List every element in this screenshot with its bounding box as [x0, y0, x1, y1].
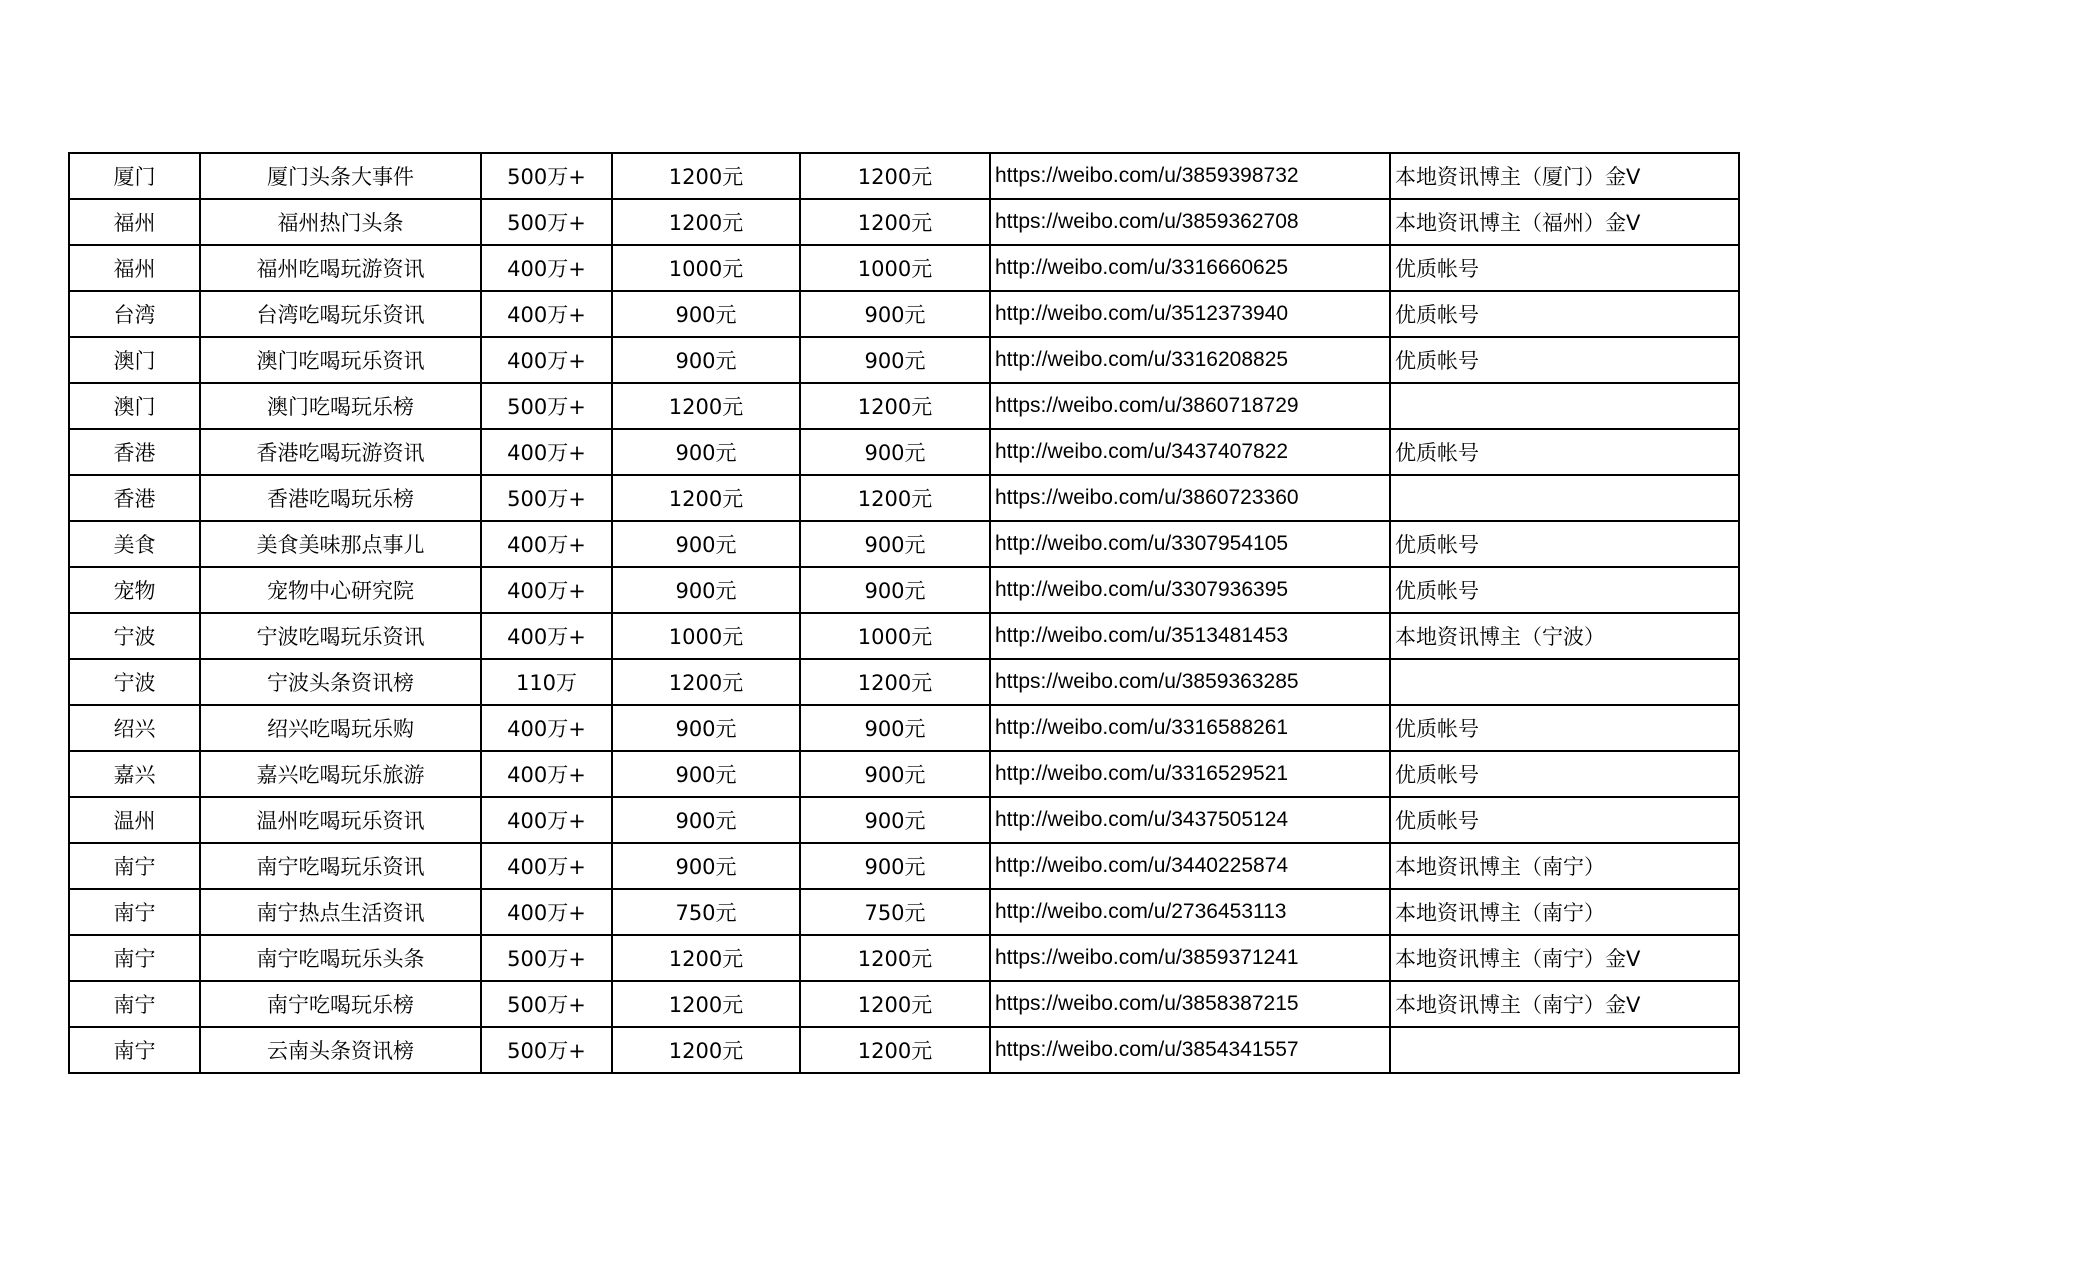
profile-link-cell: https://weibo.com/u/3854341557 — [990, 1027, 1390, 1073]
city-cell: 嘉兴 — [69, 751, 200, 797]
price-cell: 900元 — [612, 429, 800, 475]
city-cell: 香港 — [69, 429, 200, 475]
price-alt-cell: 900元 — [800, 337, 990, 383]
followers-cell: 500万+ — [481, 935, 612, 981]
account-name-cell: 宁波头条资讯榜 — [200, 659, 481, 705]
followers-cell: 110万 — [481, 659, 612, 705]
accounts-table — [68, 152, 1740, 1074]
profile-link-cell: https://weibo.com/u/3859362708 — [990, 199, 1390, 245]
account-name-cell: 福州热门头条 — [200, 199, 481, 245]
followers-cell: 400万+ — [481, 751, 612, 797]
followers-cell: 400万+ — [481, 291, 612, 337]
city-cell: 厦门 — [69, 153, 200, 199]
followers-cell: 500万+ — [481, 153, 612, 199]
table-row — [69, 153, 1739, 199]
price-cell: 1200元 — [612, 475, 800, 521]
followers-cell: 400万+ — [481, 429, 612, 475]
price-alt-cell: 1200元 — [800, 659, 990, 705]
city-cell: 宠物 — [69, 567, 200, 613]
price-alt-cell: 1200元 — [800, 153, 990, 199]
price-alt-cell: 900元 — [800, 843, 990, 889]
account-name-cell: 云南头条资讯榜 — [200, 1027, 481, 1073]
table-row — [69, 521, 1739, 567]
profile-link-cell: http://weibo.com/u/3307936395 — [990, 567, 1390, 613]
profile-link-cell: http://weibo.com/u/3437407822 — [990, 429, 1390, 475]
city-cell: 温州 — [69, 797, 200, 843]
profile-link-cell: http://weibo.com/u/3513481453 — [990, 613, 1390, 659]
price-cell: 900元 — [612, 843, 800, 889]
table-row — [69, 567, 1739, 613]
price-alt-cell: 900元 — [800, 797, 990, 843]
profile-link-cell: http://weibo.com/u/2736453113 — [990, 889, 1390, 935]
profile-link-cell: http://weibo.com/u/3437505124 — [990, 797, 1390, 843]
price-cell: 1200元 — [612, 659, 800, 705]
price-cell: 900元 — [612, 521, 800, 567]
city-cell: 澳门 — [69, 383, 200, 429]
account-tag-cell: 本地资讯博主（福州）金V — [1390, 199, 1739, 245]
account-name-cell: 绍兴吃喝玩乐购 — [200, 705, 481, 751]
account-name-cell: 台湾吃喝玩乐资讯 — [200, 291, 481, 337]
price-alt-cell: 900元 — [800, 705, 990, 751]
price-alt-cell: 900元 — [800, 429, 990, 475]
profile-link-cell: http://weibo.com/u/3307954105 — [990, 521, 1390, 567]
profile-link-cell: https://weibo.com/u/3858387215 — [990, 981, 1390, 1027]
followers-cell: 500万+ — [481, 383, 612, 429]
price-alt-cell: 750元 — [800, 889, 990, 935]
account-tag-cell: 优质帐号 — [1390, 291, 1739, 337]
price-alt-cell: 1200元 — [800, 383, 990, 429]
city-cell: 绍兴 — [69, 705, 200, 751]
account-tag-cell: 优质帐号 — [1390, 521, 1739, 567]
city-cell: 福州 — [69, 245, 200, 291]
followers-cell: 400万+ — [481, 843, 612, 889]
price-cell: 1200元 — [612, 383, 800, 429]
account-name-cell: 澳门吃喝玩乐资讯 — [200, 337, 481, 383]
followers-cell: 500万+ — [481, 199, 612, 245]
account-tag-cell: 本地资讯博主（南宁）金V — [1390, 981, 1739, 1027]
price-alt-cell: 900元 — [800, 291, 990, 337]
table-row — [69, 705, 1739, 751]
account-name-cell: 香港吃喝玩乐榜 — [200, 475, 481, 521]
table-row — [69, 429, 1739, 475]
profile-link-cell: https://weibo.com/u/3859363285 — [990, 659, 1390, 705]
price-cell: 900元 — [612, 797, 800, 843]
profile-link-cell: https://weibo.com/u/3859371241 — [990, 935, 1390, 981]
price-cell: 1000元 — [612, 245, 800, 291]
followers-cell: 400万+ — [481, 797, 612, 843]
account-tag-cell: 优质帐号 — [1390, 797, 1739, 843]
account-name-cell: 南宁吃喝玩乐头条 — [200, 935, 481, 981]
account-tag-cell — [1390, 475, 1739, 521]
city-cell: 澳门 — [69, 337, 200, 383]
price-alt-cell: 1200元 — [800, 1027, 990, 1073]
account-name-cell: 南宁热点生活资讯 — [200, 889, 481, 935]
profile-link-cell: http://weibo.com/u/3512373940 — [990, 291, 1390, 337]
profile-link-cell: http://weibo.com/u/3440225874 — [990, 843, 1390, 889]
account-tag-cell: 优质帐号 — [1390, 567, 1739, 613]
table-row — [69, 935, 1739, 981]
account-tag-cell: 优质帐号 — [1390, 751, 1739, 797]
profile-link-cell: http://weibo.com/u/3316208825 — [990, 337, 1390, 383]
profile-link-cell: http://weibo.com/u/3316660625 — [990, 245, 1390, 291]
followers-cell: 500万+ — [481, 1027, 612, 1073]
city-cell: 南宁 — [69, 935, 200, 981]
table-row — [69, 981, 1739, 1027]
price-cell: 900元 — [612, 567, 800, 613]
table-row — [69, 383, 1739, 429]
price-cell: 1200元 — [612, 1027, 800, 1073]
table-row — [69, 843, 1739, 889]
price-alt-cell: 1200元 — [800, 475, 990, 521]
followers-cell: 400万+ — [481, 337, 612, 383]
account-name-cell: 福州吃喝玩游资讯 — [200, 245, 481, 291]
city-cell: 南宁 — [69, 889, 200, 935]
account-tag-cell: 本地资讯博主（厦门）金V — [1390, 153, 1739, 199]
followers-cell: 400万+ — [481, 613, 612, 659]
account-name-cell: 厦门头条大事件 — [200, 153, 481, 199]
account-name-cell: 温州吃喝玩乐资讯 — [200, 797, 481, 843]
profile-link-cell: https://weibo.com/u/3859398732 — [990, 153, 1390, 199]
account-tag-cell: 本地资讯博主（南宁） — [1390, 843, 1739, 889]
followers-cell: 400万+ — [481, 521, 612, 567]
account-tag-cell: 优质帐号 — [1390, 705, 1739, 751]
price-cell: 750元 — [612, 889, 800, 935]
account-name-cell: 宠物中心研究院 — [200, 567, 481, 613]
price-alt-cell: 900元 — [800, 751, 990, 797]
account-name-cell: 南宁吃喝玩乐榜 — [200, 981, 481, 1027]
table-row — [69, 659, 1739, 705]
account-name-cell: 嘉兴吃喝玩乐旅游 — [200, 751, 481, 797]
price-alt-cell: 1200元 — [800, 199, 990, 245]
table-row — [69, 1027, 1739, 1073]
followers-cell: 400万+ — [481, 245, 612, 291]
account-tag-cell — [1390, 1027, 1739, 1073]
account-name-cell: 南宁吃喝玩乐资讯 — [200, 843, 481, 889]
account-tag-cell: 本地资讯博主（南宁） — [1390, 889, 1739, 935]
price-cell: 900元 — [612, 751, 800, 797]
city-cell: 台湾 — [69, 291, 200, 337]
profile-link-cell: http://weibo.com/u/3316529521 — [990, 751, 1390, 797]
price-alt-cell: 1000元 — [800, 245, 990, 291]
city-cell: 宁波 — [69, 613, 200, 659]
city-cell: 南宁 — [69, 843, 200, 889]
account-tag-cell: 优质帐号 — [1390, 429, 1739, 475]
followers-cell: 400万+ — [481, 567, 612, 613]
table-row — [69, 291, 1739, 337]
table-row — [69, 797, 1739, 843]
price-cell: 900元 — [612, 705, 800, 751]
account-tag-cell: 本地资讯博主（宁波） — [1390, 613, 1739, 659]
table-row — [69, 889, 1739, 935]
table-row — [69, 613, 1739, 659]
city-cell: 南宁 — [69, 1027, 200, 1073]
price-alt-cell: 1200元 — [800, 935, 990, 981]
profile-link-cell: http://weibo.com/u/3316588261 — [990, 705, 1390, 751]
followers-cell: 400万+ — [481, 889, 612, 935]
price-cell: 900元 — [612, 337, 800, 383]
city-cell: 香港 — [69, 475, 200, 521]
followers-cell: 500万+ — [481, 981, 612, 1027]
account-tag-cell: 优质帐号 — [1390, 245, 1739, 291]
city-cell: 福州 — [69, 199, 200, 245]
price-cell: 1200元 — [612, 981, 800, 1027]
table-row — [69, 199, 1739, 245]
price-alt-cell: 900元 — [800, 567, 990, 613]
price-alt-cell: 1000元 — [800, 613, 990, 659]
followers-cell: 400万+ — [481, 705, 612, 751]
city-cell: 南宁 — [69, 981, 200, 1027]
profile-link-cell: https://weibo.com/u/3860723360 — [990, 475, 1390, 521]
table-row — [69, 475, 1739, 521]
price-cell: 1200元 — [612, 199, 800, 245]
price-cell: 1200元 — [612, 935, 800, 981]
account-tag-cell — [1390, 383, 1739, 429]
followers-cell: 500万+ — [481, 475, 612, 521]
account-name-cell: 香港吃喝玩游资讯 — [200, 429, 481, 475]
table-body — [69, 153, 1739, 1073]
account-name-cell: 美食美味那点事儿 — [200, 521, 481, 567]
city-cell: 宁波 — [69, 659, 200, 705]
price-alt-cell: 1200元 — [800, 981, 990, 1027]
price-cell: 1200元 — [612, 153, 800, 199]
account-name-cell: 澳门吃喝玩乐榜 — [200, 383, 481, 429]
account-name-cell: 宁波吃喝玩乐资讯 — [200, 613, 481, 659]
account-tag-cell: 本地资讯博主（南宁）金V — [1390, 935, 1739, 981]
price-cell: 1000元 — [612, 613, 800, 659]
account-tag-cell: 优质帐号 — [1390, 337, 1739, 383]
city-cell: 美食 — [69, 521, 200, 567]
table-row — [69, 245, 1739, 291]
table-row — [69, 337, 1739, 383]
account-tag-cell — [1390, 659, 1739, 705]
table-row — [69, 751, 1739, 797]
profile-link-cell: https://weibo.com/u/3860718729 — [990, 383, 1390, 429]
price-alt-cell: 900元 — [800, 521, 990, 567]
price-cell: 900元 — [612, 291, 800, 337]
